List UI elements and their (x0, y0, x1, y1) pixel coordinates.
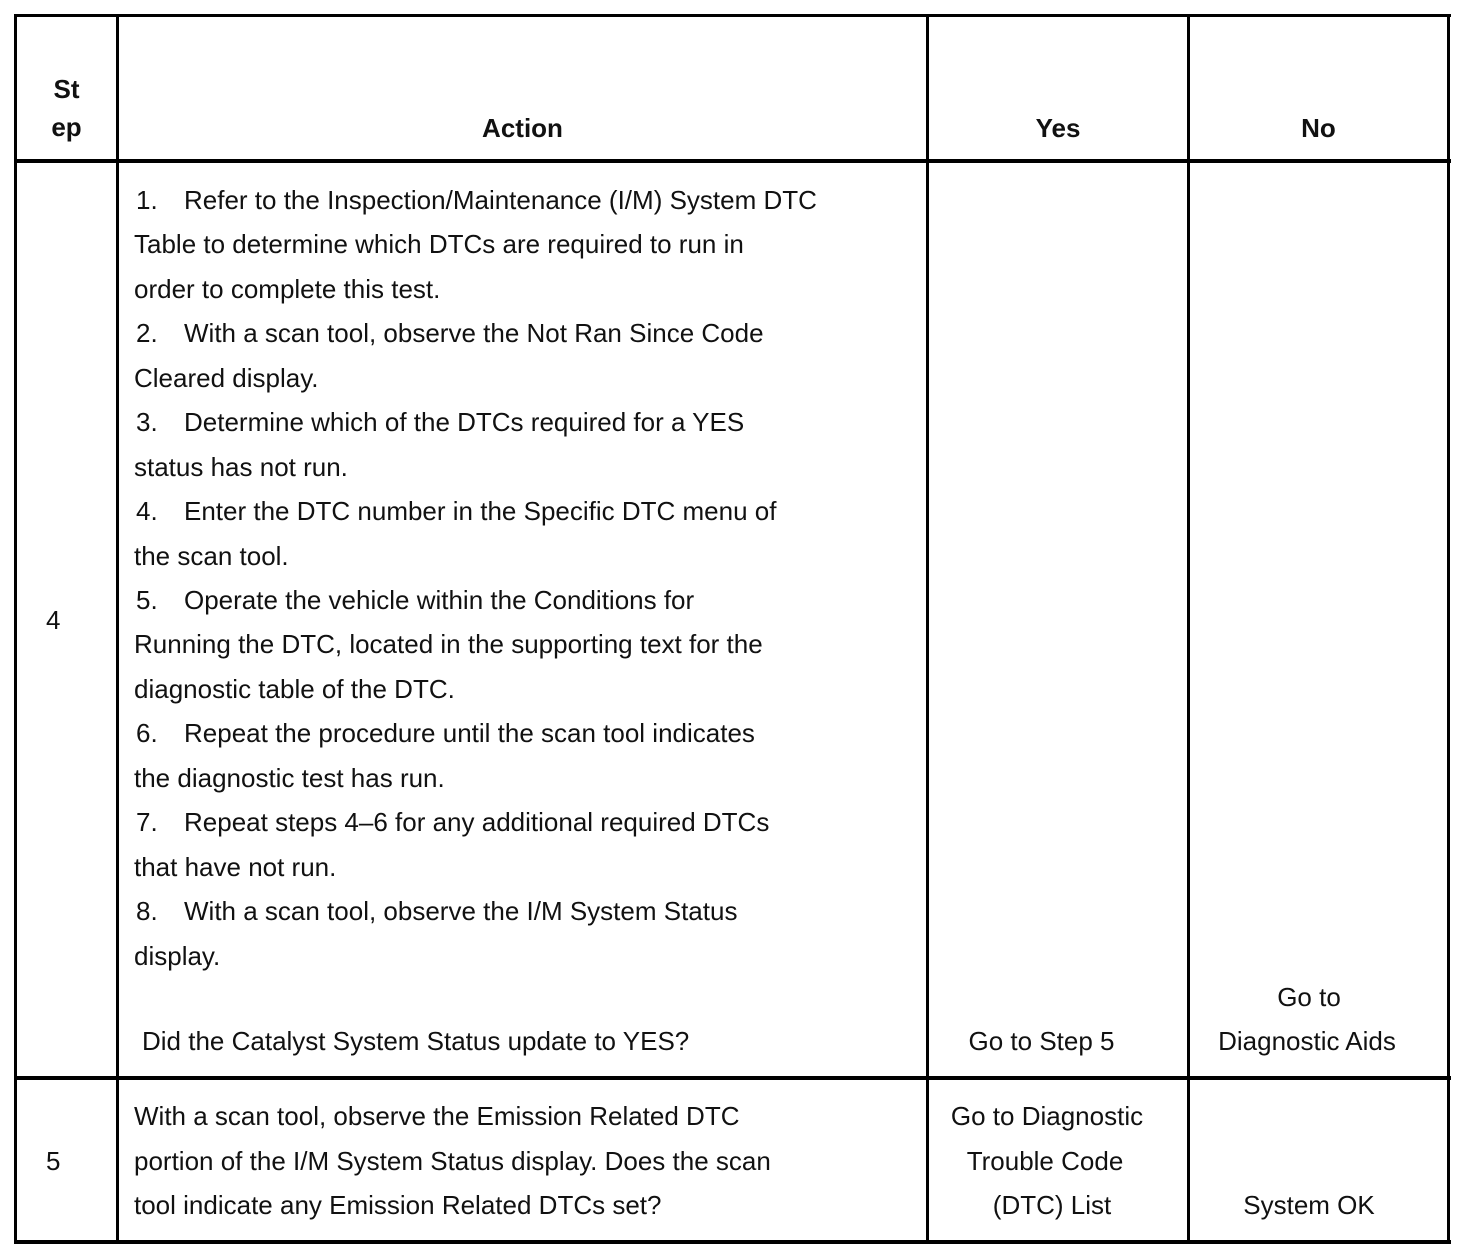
step-text: Enter the DTC number in the Specific DTC menu of (184, 496, 777, 526)
col-divider-step (116, 14, 119, 1244)
list-item (134, 400, 894, 445)
step-text: Repeat steps 4–6 for any additional required DTCs (184, 807, 770, 837)
action-text-line: tool indicate any Emission Related DTCs set? (134, 1190, 662, 1220)
step-number: 1. (136, 185, 158, 215)
no-result: System OK (1243, 1190, 1375, 1220)
header-divider (14, 159, 1451, 163)
step-text-continued: that have not run. (134, 852, 337, 882)
list-item (134, 178, 894, 223)
step-text-continued: order to complete this test. (134, 274, 441, 304)
yes-result-line: (DTC) List (992, 1190, 1112, 1220)
table-border-left (14, 14, 17, 1244)
step-text: Repeat the procedure until the scan tool indicates (184, 718, 755, 748)
step-number: 3. (136, 407, 158, 437)
step-number: 7. (136, 807, 158, 837)
row-step-number: 5 (46, 1146, 61, 1176)
step-number: 6. (136, 718, 158, 748)
no-result-line2: Diagnostic Aids (1218, 1026, 1396, 1056)
header-yes: Yes (1035, 113, 1081, 143)
list-item (134, 800, 894, 845)
table-border-bottom (14, 1240, 1451, 1244)
header-step (17, 70, 116, 146)
step-number: 4. (136, 496, 158, 526)
action-text-line: portion of the I/M System Status display. Does the scan (134, 1146, 771, 1176)
step-number: 2. (136, 318, 158, 348)
step-text: With a scan tool, observe the Not Ran Since Code (184, 318, 764, 348)
step-text-continued: display. (134, 941, 221, 971)
action-question: Did the Catalyst System Status update to YES? (142, 1026, 690, 1056)
list-item (134, 889, 894, 934)
action-text-line: With a scan tool, observe the Emission Related DTC (134, 1101, 740, 1131)
header-no: No (1301, 113, 1336, 143)
step-text-continued: Cleared display. (134, 363, 319, 393)
yes-result: Go to Step 5 (968, 1026, 1115, 1056)
step-text-continued: Running the DTC, located in the supporting text for the (134, 629, 763, 659)
table-border-right (1447, 14, 1450, 1244)
step-number: 8. (136, 896, 158, 926)
step-text-continued: the scan tool. (134, 541, 289, 571)
list-item (134, 711, 894, 756)
step-text-continued: status has not run. (134, 452, 348, 482)
header-step-line2: ep (51, 112, 82, 142)
step-text-continued: the diagnostic test has run. (134, 763, 445, 793)
no-result-line1: Go to (1277, 982, 1341, 1012)
step-number: 5. (136, 585, 158, 615)
step-text-continued: diagnostic table of the DTC. (134, 674, 455, 704)
row-divider (14, 1076, 1451, 1080)
step-text: With a scan tool, observe the I/M System Status (184, 896, 738, 926)
header-step-line1: St (53, 74, 80, 104)
list-item (134, 489, 894, 534)
yes-result-line: Trouble Code (966, 1146, 1124, 1176)
table-border-top (14, 14, 1451, 17)
step-text: Operate the vehicle within the Conditions for (184, 585, 695, 615)
list-item (134, 578, 894, 623)
step-text: Determine which of the DTCs required for a YES (184, 407, 745, 437)
step-text: Refer to the Inspection/Maintenance (I/M) System DTC (184, 185, 817, 215)
header-action: Action (482, 113, 563, 143)
list-item (134, 311, 894, 356)
step-text-continued: Table to determine which DTCs are required to run in (134, 229, 744, 259)
row-step-number: 4 (46, 605, 61, 635)
yes-result-line: Go to Diagnostic (950, 1101, 1144, 1131)
